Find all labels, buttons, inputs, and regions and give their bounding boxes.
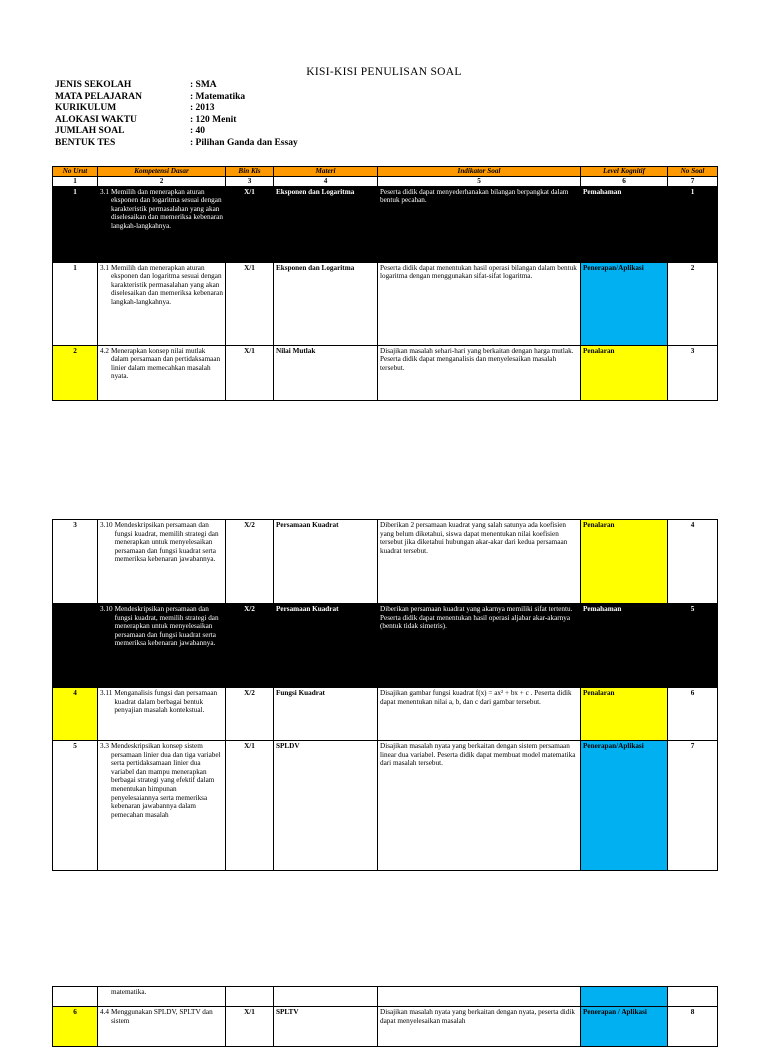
cell-kompetensi-dasar (98, 604, 226, 688)
cell-level-kognitif: Penerapan/Aplikasi (581, 262, 668, 345)
kisi-table-page-3 (52, 986, 718, 1047)
cell-indikator: Diberikan 2 persamaan kuadrat yang salah satunya ada koefisien yang belum diketahui, siswa dapat menentukan nilai koefisien tersebut jika diketahui hubungan akar-akar dari kedua persamaan kuadrat tersebut. (378, 520, 581, 604)
document-title: KISI-KISI PENULISAN SOAL (306, 66, 462, 78)
info-row-bentuk-tes (55, 138, 298, 150)
table-row (53, 604, 718, 688)
info-row-mata-pelajaran (55, 92, 298, 104)
cell-no-soal: 5 (668, 604, 718, 688)
table-row (53, 262, 718, 345)
header-no-urut: No Urut (53, 167, 98, 177)
cell-materi: Persamaan Kuadrat (274, 604, 378, 688)
kd-text: Mendeskripsikan persamaan dan fungsi kuadrat, memilih strategi dan menerapkan untuk menyelesaikan persamaan dan fungsi kuadrat serta memeriksa kebenaran jawabannya. (114, 521, 219, 564)
kd-number: 3.1 (100, 187, 109, 196)
info-block (55, 80, 298, 149)
kd-text: Memilih dan menerapkan aturan eksponen dan logaritma sesuai dengan karakteristik permasalahan yang akan diselesaikan dan memeriksa kebenaran langkah-langkahnya. (110, 187, 223, 230)
cell-kelas: X/1 (226, 186, 274, 262)
kd-number: 3.3 (100, 742, 109, 750)
cell-indikator: Peserta didik dapat menentukan hasil operasi bilangan dalam bentuk logaritma dengan menggunakan sifat-sifat logaritma. (378, 262, 581, 345)
info-row-alokasi-waktu (55, 115, 298, 127)
column-index-row (53, 177, 718, 187)
cell-kompetensi-dasar (98, 345, 226, 400)
kd-text: matematika. (110, 988, 147, 996)
header-bin-kls: Bin Kls (226, 167, 274, 177)
column-index: 2 (98, 177, 226, 187)
cell-level-kognitif: Penalaran (581, 520, 668, 604)
cell-no-soal: 4 (668, 520, 718, 604)
info-label: JENIS SEKOLAH (55, 80, 132, 90)
cell-materi: SPLDV (274, 741, 378, 871)
cell-kelas: X/1 (226, 262, 274, 345)
kd-number: 3.10 (100, 521, 113, 529)
kd-text: Mendeskripsikan persamaan dan fungsi kuadrat, memilih strategi dan menerapkan untuk menyelesaikan persamaan dan fungsi kuadrat serta memeriksa kebenaran jawabannya. (114, 605, 219, 648)
cell-materi: Eksponen dan Logaritma (274, 262, 378, 345)
kd-number: 4.2 (100, 346, 109, 355)
header-indikator-soal: Indikator Soal (378, 167, 581, 177)
info-label: MATA PELAJARAN (55, 91, 142, 102)
kd-number: 3.11 (100, 689, 113, 697)
kd-number: 3.10 (100, 605, 113, 613)
cell-no-soal: 8 (668, 1007, 718, 1047)
column-index: 1 (53, 177, 98, 187)
cell-kelas: X/1 (226, 741, 274, 871)
cell-materi: Fungsi Kuadrat (274, 688, 378, 741)
table-row (53, 688, 718, 741)
info-label: ALOKASI WAKTU (55, 114, 137, 125)
info-value: : 40 (190, 126, 206, 136)
cell-kompetensi-dasar (98, 186, 226, 262)
cell-no-urut: 1 (53, 262, 98, 345)
table-row (53, 520, 718, 604)
cell-kelas: X/2 (226, 688, 274, 741)
cell-no-urut: 6 (53, 1007, 98, 1047)
table-row (53, 345, 718, 400)
table-row (53, 1007, 718, 1047)
cell-materi: Nilai Mutlak (274, 345, 378, 400)
table-row (53, 186, 718, 262)
table-row (53, 741, 718, 871)
cell-kelas: X/2 (226, 520, 274, 604)
cell-no-urut: 2 (53, 345, 98, 400)
cell-kompetensi-dasar (98, 688, 226, 741)
cell-kelas: X/1 (226, 345, 274, 400)
info-label: KURIKULUM (55, 103, 117, 113)
info-row-jumlah-soal (55, 126, 298, 138)
cell-no-soal: 2 (668, 262, 718, 345)
column-index: 3 (226, 177, 274, 187)
kd-number: 4.4 (100, 1008, 109, 1016)
header-level-kognitif: Level Kognitif (581, 167, 668, 177)
column-index: 6 (581, 177, 668, 187)
cell-no-urut: 4 (53, 688, 98, 741)
header-kompetensi-dasar: Kompetensi Dasar (98, 167, 226, 177)
cell-indikator: Peserta didik dapat menyederhanakan bilangan berpangkat dalam bentuk pecahan. (378, 186, 581, 262)
info-value: : Matematika (190, 91, 246, 102)
kd-text: Mendeskripsikan konsep sistem persamaan linier dua dan tiga variabel serta pertidaksamaan linier dua variabel dan mampu menerapkan berbagai strategi yang efektif dalam menentukan himpunan penyelesaiannya serta memeriksa kebenaran jawabannya dalam pemecahan masalah (110, 742, 221, 819)
cell-no-urut: 1 (53, 186, 98, 262)
cell-materi: Eksponen dan Logaritma (274, 186, 378, 262)
cell-indikator (378, 987, 581, 1007)
cell-kompetensi-dasar (98, 741, 226, 871)
cell-level-kognitif: Penalaran (581, 688, 668, 741)
info-label: BENTUK TES (55, 137, 116, 148)
info-value: : SMA (190, 80, 217, 90)
cell-kompetensi-dasar (98, 987, 226, 1007)
column-index: 5 (378, 177, 581, 187)
column-index: 4 (274, 177, 378, 187)
kd-number: 3.1 (100, 263, 109, 272)
table-header-row (53, 167, 718, 177)
cell-level-kognitif: Pemahaman (581, 186, 668, 262)
cell-no-urut (53, 987, 98, 1007)
header-no-soal: No Soal (668, 167, 718, 177)
cell-no-urut: 5 (53, 741, 98, 871)
cell-indikator: Disajikan masalah sehari-hari yang berkaitan dengan harga mutlak. Peserta didik dapat menganalisis dan menyelesaikan masalah tersebut. (378, 345, 581, 400)
info-label: JUMLAH SOAL (55, 126, 125, 136)
cell-kompetensi-dasar (98, 1007, 226, 1047)
cell-no-soal: 1 (668, 186, 718, 262)
cell-kelas: X/1 (226, 1007, 274, 1047)
kd-text: Menerapkan konsep nilai mutlak dalam persamaan dan pertidaksamaan linier dalam memecahkan masalah nyata. (110, 346, 221, 381)
info-value: : 2013 (190, 103, 215, 113)
info-value: : Pilihan Ganda dan Essay (190, 137, 298, 148)
cell-indikator: Disajikan gambar fungsi kuadrat f(x) = ax² + bx + c . Peserta didik dapat menentukan nilai a, b, dan c dari gambar tersebut. (378, 688, 581, 741)
info-row-kurikulum (55, 103, 298, 115)
cell-materi: Persamaan Kuadrat (274, 520, 378, 604)
cell-level-kognitif: Penalaran (581, 345, 668, 400)
cell-level-kognitif (581, 987, 668, 1007)
cell-no-soal: 7 (668, 741, 718, 871)
cell-indikator: Disajikan masalah nyata yang berkaitan dengan sistem persamaan linear dua variabel. Peserta didik dapat membuat model matematika dari masalah tersebut. (378, 741, 581, 871)
cell-no-soal (668, 987, 718, 1007)
cell-indikator: Diberikan persamaan kuadrat yang akarnya memiliki sifat tertentu. Peserta didik dapat menentukan hasil operasi aljabar akar-akarnya (bentuk tidak simetris). (378, 604, 581, 688)
kisi-table-page-1 (52, 166, 718, 401)
cell-kompetensi-dasar (98, 520, 226, 604)
cell-no-urut: 3 (53, 520, 98, 604)
cell-kelas: X/2 (226, 604, 274, 688)
cell-indikator: Disajikan masalah nyata yang berkaitan dengan nyata, peserta didik dapat menyelesaikan masalah (378, 1007, 581, 1047)
cell-no-soal: 6 (668, 688, 718, 741)
info-value: : 120 Menit (190, 114, 237, 125)
cell-materi: SPLTV (274, 1007, 378, 1047)
cell-no-urut (53, 604, 98, 688)
column-index: 7 (668, 177, 718, 187)
cell-kompetensi-dasar (98, 262, 226, 345)
kisi-table-page-2 (52, 519, 718, 871)
header-materi: Materi (274, 167, 378, 177)
kd-text: Menganalisis fungsi dan persamaan kuadrat dalam berbagai bentuk penyajian masalah kontekstual. (114, 689, 218, 715)
cell-no-soal: 3 (668, 345, 718, 400)
kd-text: Memilih dan menerapkan aturan eksponen dan logaritma sesuai dengan karakteristik permasalahan yang akan diselesaikan dan memeriksa kebenaran langkah-langkahnya. (110, 263, 223, 306)
cell-kelas (226, 987, 274, 1007)
table-row-continuation (53, 987, 718, 1007)
cell-level-kognitif: Penerapan/Aplikasi (581, 741, 668, 871)
cell-level-kognitif: Pemahaman (581, 604, 668, 688)
cell-level-kognitif: Penerapan / Aplikasi (581, 1007, 668, 1047)
kd-text: Menggunakan SPLDV, SPLTV dan sistem (110, 1008, 213, 1025)
cell-materi (274, 987, 378, 1007)
info-row-jenis-sekolah (55, 80, 298, 92)
